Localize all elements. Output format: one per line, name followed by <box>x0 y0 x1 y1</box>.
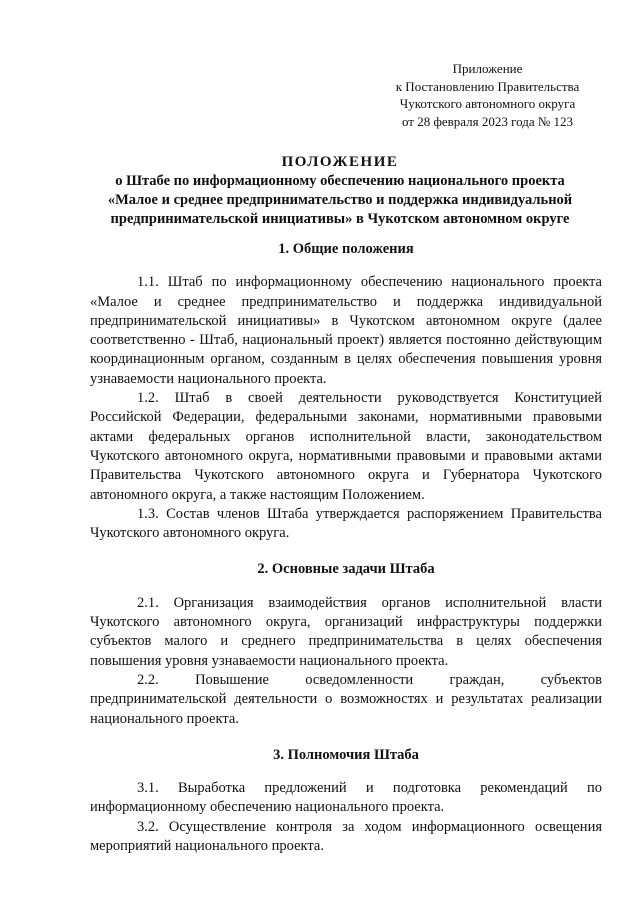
paragraph: 1.3. Состав членов Штаба утверждается распоряжением Правительства Чукотского автономного округа. <box>90 505 602 542</box>
appendix-note <box>380 60 595 130</box>
appendix-line: Приложение <box>452 61 523 76</box>
section-heading: 1. Общие положения <box>278 241 414 257</box>
document-subtitle-line: предпринимательской инициативы» в Чукотском автономном округе <box>110 211 570 227</box>
section-heading: 2. Основные задачи Штаба <box>257 561 435 578</box>
document-title: ПОЛОЖЕНИЕ <box>281 154 399 170</box>
document-subtitle-line: о Штабе по информационному обеспечению национального проекта <box>115 173 565 189</box>
document-subtitle-line: «Малое и среднее предпринимательство и поддержка индивидуальной <box>107 192 573 208</box>
document-title-block <box>80 153 600 229</box>
paragraph: 2.2. Повышение осведомленности граждан, субъектов предпринимательской деятельности о возможностях и результатах реализации национального проекта. <box>90 671 602 727</box>
paragraph: 3.1. Выработка предложений и подготовка рекомендаций по информационному обеспечению национального проекта. <box>90 780 602 816</box>
appendix-line: от 28 февраля 2023 года № 123 <box>401 113 574 129</box>
section-heading: 3. Полномочия Штаба <box>273 746 419 763</box>
appendix-line: Чукотского автономного округа <box>399 96 576 111</box>
appendix-line: к Постановлению Правительства <box>395 78 580 94</box>
document-body <box>90 240 602 856</box>
paragraph: 1.1. Штаб по информационному обеспечению национального проекта «Малое и среднее предпринимательство и поддержка индивидуальной предпринимательской инициативы» в Чукотском автономном округе (далее соответственно - Штаб, национальный проект) является постоянно действующим координационным органом, созданным в целях обеспечения повышения уровня узнаваемости национального проекта. <box>90 274 602 387</box>
paragraph: 3.2. Осуществление контроля за ходом информационного освещения мероприятий национального проекта. <box>90 818 602 855</box>
paragraph: 1.2. Штаб в своей деятельности руководствуется Конституцией Российской Федерации, федеральными законами, нормативными правовыми актами федеральных органов исполнительной власти, законодательством Чукотского автономного округа, нормативными правовыми и правовыми актами Правительства Чукотского автономного округа и Губернатора Чукотского автономного округа, а также настоящим Положением. <box>90 390 602 503</box>
paragraph: 2.1. Организация взаимодействия органов исполнительной власти Чукотского автономного округа, организаций инфраструктуры поддержки субъектов малого и среднего предпринимательства в целях обеспечения повышения уровня узнаваемости национального проекта. <box>90 594 602 669</box>
